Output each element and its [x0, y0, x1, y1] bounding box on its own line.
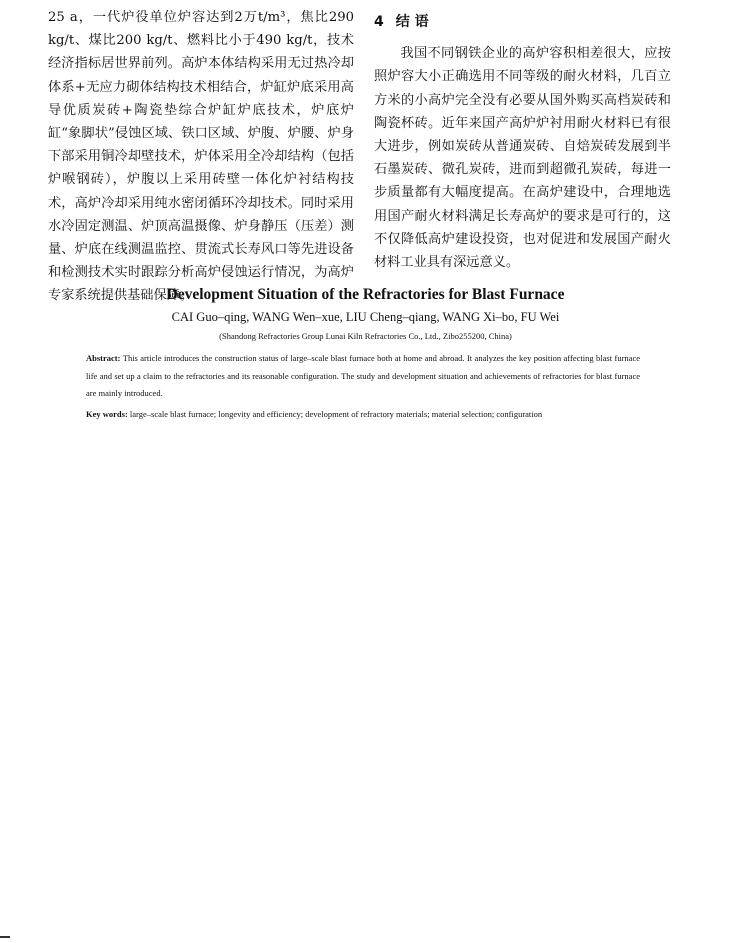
english-title: Development Situation of the Refractories for Blast Furnace [166, 286, 565, 303]
page-edge-mark [0, 936, 10, 938]
right-text-column [374, 6, 671, 274]
keywords-label: Key words: [86, 408, 128, 419]
english-keywords [86, 406, 640, 424]
abstract-label: Abstract: [86, 353, 121, 363]
english-affiliation: (Shandong Refractories Group Lunai Kiln Refractories Co., Ltd., Zibo255200, China) [219, 331, 512, 341]
english-abstract [86, 350, 640, 403]
keywords-text: large–scale blast furnace; longevity and efficiency; development of refractory materials; material selection; configuration [129, 408, 543, 419]
left-text-column [48, 6, 354, 308]
conclusion-paragraph: 我国不同钢铁企业的高炉容积相差很大，应按照炉容大小正确选用不同等级的耐火材料，几百立方米的小高炉完全没有必要从国外购买高档炭砖和陶瓷杯砖。近年来国产高炉炉衬用耐火材料已有很大进步，例如炭砖从普通炭砖、自焙炭砖发展到半石墨炭砖、微孔炭砖，进而到超微孔炭砖，每进一步质量都有大幅度提高。在高炉建设中，合理地选用国产耐火材料满足长寿高炉的要求是可行的，这不仅降低高炉建设投资，也对促进和发展国产耐火材料工业具有深远意义。 [374, 46, 671, 271]
body-paragraph-left: 25 a，一代炉役单位炉容达到2万t/m³，焦比290 kg/t、煤比200 kg/t、燃料比小于490 kg/t，技术经济指标居世界前列。高炉本体结构采用无过热冷却体系+无应力砌体结构技术相结合，炉缸炉底采用高导优质炭砖+陶瓷垫综合炉缸炉底技术，炉底炉缸“象脚状”侵蚀区域、铁口区域、炉腹、炉腰、炉身下部采用铜冷却壁技术，炉体采用全冷却结构（包括炉喉钢砖），炉腹以上采用砖壁一体化炉衬结构技术，高炉冷却采用纯水密闭循环冷却技术。同时采用水冷固定测温、炉顶高温摄像、炉身静压（压差）测量、炉底在线测温监控、贯流式长寿风口等先进设备和检测技术实时跟踪分析高炉侵蚀运行情况，为高炉专家系统提供基础保障。 [48, 10, 354, 304]
abstract-text: This article introduces the construction status of large–scale blast furnace both at home and abroad. It analyzes the key position affecting blast furnace life and set up a claim to the refractories and its reasonable configuration. The study and development situation and achievements of refractories for blast furnace are mainly introduced. [86, 353, 640, 398]
section-number: 4 [374, 14, 384, 30]
section-title: 结 语 [395, 14, 429, 30]
english-abstract-block [0, 284, 731, 423]
english-authors: CAI Guo–qing, WANG Wen–xue, LIU Cheng–qiang, WANG Xi–bo, FU Wei [171, 310, 560, 324]
section-heading [374, 11, 671, 34]
